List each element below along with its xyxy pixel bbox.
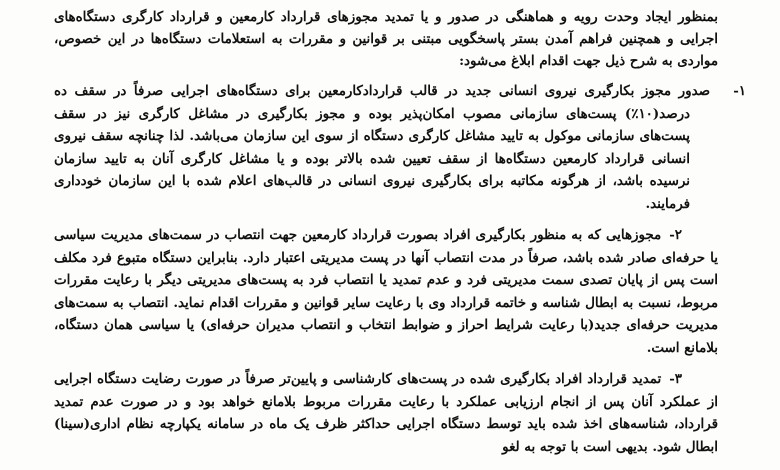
clause-3: [54, 368, 718, 458]
clause-text: مجوزهایی که به منظور بکارگیری افراد بصورت قرارداد کارمعین جهت انتصاب در سمت‌های مدیریت سیاسی یا حرفه‌ای صادر شده باشد، صرفاً در مدت انتصاب آنها در پست مدیریتی اعتبار دارد. بنابراین دستگاه متبوع فرد مکلف است پس از پایان تصدی سمت مدیریتی فرد و عدم تمدید یا انتصاب فرد به پست‌های مدیریتی دیگر با رعایت مقررات مربوط، نسبت به ابطال شناسه و خاتمه قرارداد وی با رعایت سایر قوانین و مقررات اقدام نماید. انتصاب به سمت‌های مدیریت حرفه‌ای جدید(با رعایت شرایط احراز و ضوابط انتخاب و انتصاب مدیران حرفه‌ای) یا سیاسی همان دستگاه، بلامانع است.: [54, 227, 718, 356]
clause-number: ۳-: [669, 371, 682, 387]
clause-1: ۱-صدور مجوز بکارگیری نیروی انسانی جدید در قالب قراردادکارمعین برای دستگاه‌های اجرایی صرفاً در سقف ده درصد(۱۰٪) پست‌های سازمانی مصوب امکان‌پذیر بوده و مجوز بکارگیری در مشاغل کارگری نیز در سقف پست‌های سازمانی موکول به تایید مشاغل کارگری دستگاه از سوی این سازمان می‌باشد. لذا چنانچه سقف نیروی انسانی قرارداد کارمعین دستگاه‌ها از سقف تعیین شده بالاتر بوده و یا مشاغل کارگری آنان به تایید سازمان نرسیده باشد، از هرگونه مکاتبه برای بکارگیری نیروی انسانی در قالب‌های اعلام شده با این سازمان خودداری فرمایند.: [54, 83, 746, 212]
clause-2: [54, 224, 718, 359]
clause-number: ۲-: [669, 227, 682, 243]
intro-paragraph: بمنظور ایجاد وحدت رویه و هماهنگی در صدور و یا تمدید مجوزهای قرارداد کارمعین و قرارداد کارگری دستگاه‌های اجرایی و همچنین فراهم آمدن بستر پاسخگویی مبتنی بر قوانین و مقررات به استعلامات دستگاه‌ها در این خصوص، مواردی به شرح ذیل جهت اقدام ابلاغ می‌شود:: [54, 9, 718, 69]
clause-text: تمدید قرارداد افراد بکارگیری شده در پست‌های کارشناسی و پایین‌تر صرفاً در صورت رضایت دستگاه اجرایی از عملکرد آنان پس از انجام ارزیابی عملکرد با رعایت مقررات مربوط بلامانع خواهد بود و در صورت عدم تمدید قرارداد، شناسه‌های اخذ شده باید توسط دستگاه اجرایی حداکثر ظرف یک ماه در سامانه یکپارچه نظام اداری(سینا) ابطال شود. بدیهی است با توجه به لغو: [54, 371, 718, 455]
clause-text: صدور مجوز بکارگیری نیروی انسانی جدید در قالب قراردادکارمعین برای دستگاه‌های اجرایی صرفاً در سقف ده درصد(۱۰٪) پست‌های سازمانی مصوب امکان‌پذیر بوده و مجوز بکارگیری در مشاغل کارگری نیز در سقف پست‌های سازمانی موکول به تایید مشاغل کارگری دستگاه از سوی این سازمان می‌باشد. لذا چنانچه سقف نیروی انسانی قرارداد کارمعین دستگاه‌ها از سقف تعیین شده بالاتر بوده و یا مشاغل کارگری آنان به تایید سازمان نرسیده باشد، از هرگونه مکاتبه برای بکارگیری نیروی انسانی در قالب‌های اعلام شده با این سازمان خودداری فرمایند.: [54, 83, 710, 212]
